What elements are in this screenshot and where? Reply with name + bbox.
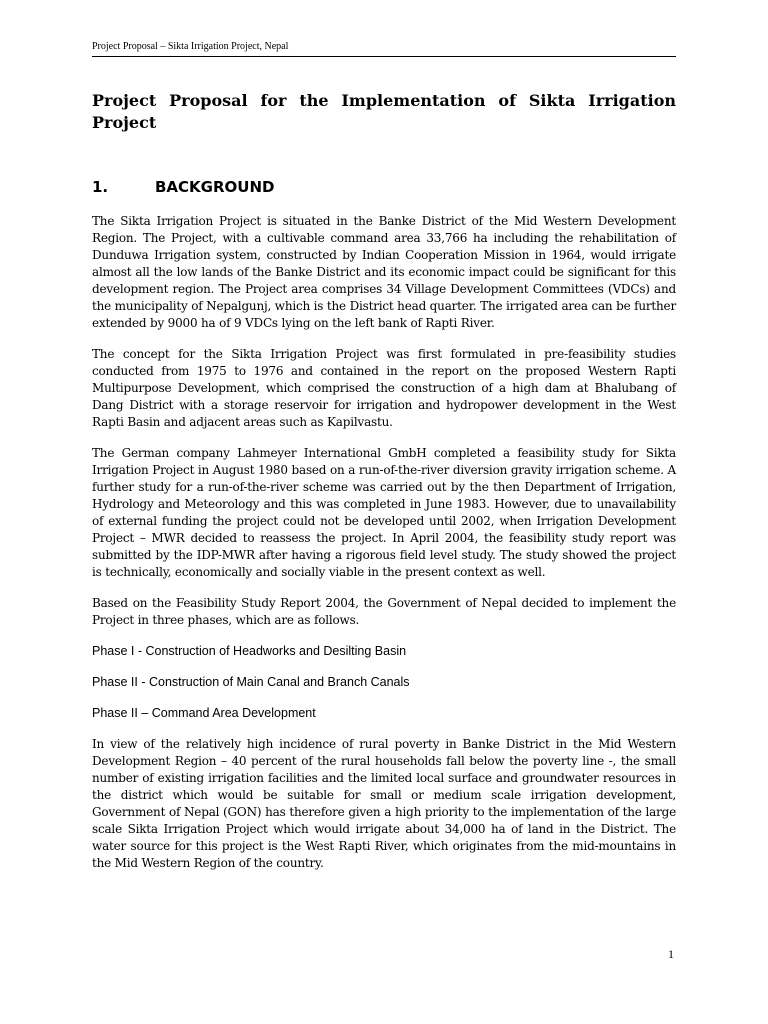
page-header: Project Proposal – Sikta Irrigation Project, Nepal <box>92 40 676 57</box>
phase-item: Phase I - Construction of Headworks and Desilting Basin <box>92 644 407 658</box>
paragraph-location: The Sikta Irrigation Project is situated in the Banke District of the Mid Western Development Region. The Project, with a cultivable command area 33,766 ha including the rehabilitation of Dunduwa Irrigation system, constructed by Indian Cooperation Mission in 1964, would irrigate almost all the low lands of the Banke District and its economic impact could be significant for this development region. The Project area comprises 34 Village Development Committees (VDCs) and the municipality of Nepalgunj, which is the District head quarter. The irrigated area can be further extended by 9000 ha of 9 VDCs lying on the left bank of Rapti River. <box>92 214 676 330</box>
page-number: 1 <box>668 947 674 961</box>
paragraph-concept: The concept for the Sikta Irrigation Project was first formulated in pre-feasibility studies conducted from 1975 to 1976 and contained in the report on the proposed Western Rapti Multipurpose Development, which comprised the construction of a high dam at Bhalubang of Dang District with a storage reservoir for irrigation and hydropower development in the West Rapti Basin and adjacent areas such as Kapilvastu. <box>92 347 676 429</box>
section-title: BACKGROUND <box>155 178 275 196</box>
document-body <box>92 213 676 886</box>
section-number: 1. <box>92 178 109 196</box>
phase-item: Phase II – Command Area Development <box>92 706 316 720</box>
section-heading <box>92 177 274 197</box>
paragraph-phases-intro: Based on the Feasibility Study Report 2004, the Government of Nepal decided to implement the Project in three phases, which are as follows. <box>92 596 676 627</box>
paragraph-feasibility: The German company Lahmeyer International GmbH completed a feasibility study for Sikta Irrigation Project in August 1980 based on a run-of-the-river diversion gravity irrigation scheme. A further study for a run-of-the-river scheme was carried out by the then Department of Irrigation, Hydrology and Meteorology and this was completed in June 1983. However, due to unavailability of external funding the project could not be developed until 2002, when Irrigation Development Project – MWR decided to reassess the project. In April 2004, the feasibility study report was submitted by the IDP-MWR after having a rigorous field level study. The study showed the project is technically, economically and socially viable in the present context as well. <box>92 446 676 579</box>
document-title: Project Proposal for the Implementation of Sikta Irrigation Project <box>92 91 676 132</box>
paragraph-poverty: In view of the relatively high incidence of rural poverty in Banke District in the Mid Western Development Region – 40 percent of the rural households fall below the poverty line -, the small number of existing irrigation facilities and the limited local surface and groundwater resources in the district which would be suitable for small or medium scale irrigation development, Government of Nepal (GON) has therefore given a high priority to the implementation of the large scale Sikta Irrigation Project which would irrigate about 34,000 ha of land in the District. The water source for this project is the West Rapti River, which originates from the mid-mountains in the Mid Western Region of the country. <box>92 737 676 870</box>
phase-item: Phase II - Construction of Main Canal and Branch Canals <box>92 675 410 689</box>
